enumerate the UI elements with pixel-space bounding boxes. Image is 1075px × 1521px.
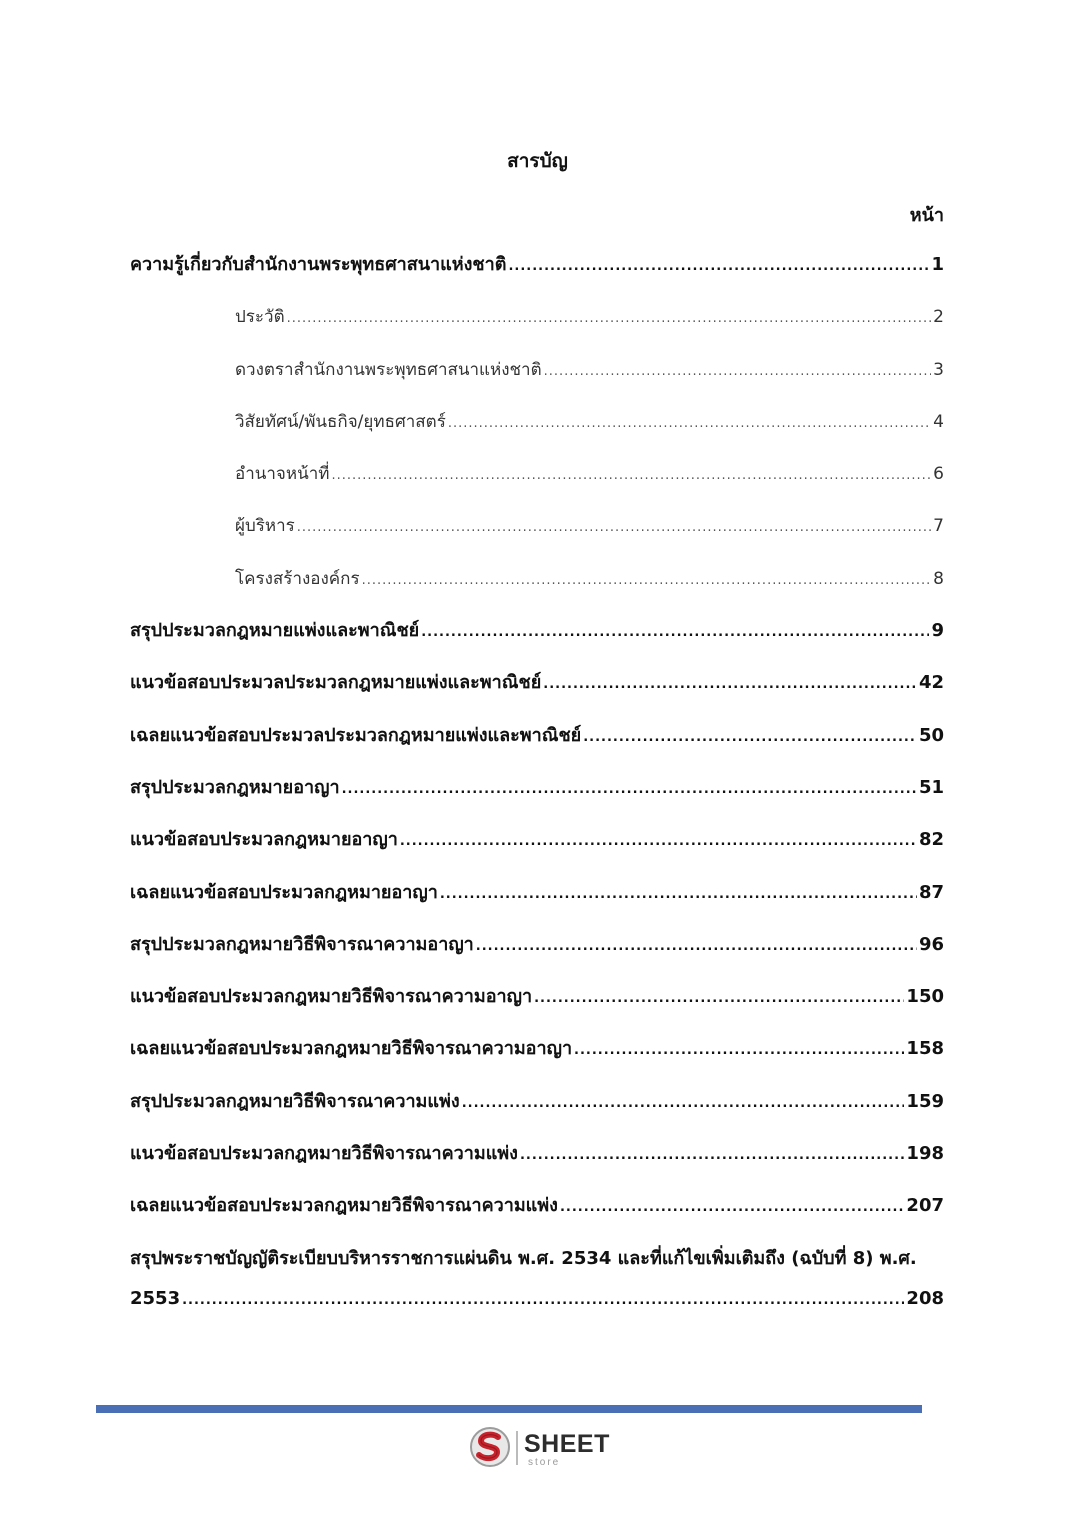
dot-leader [534, 992, 904, 1005]
dot-leader [583, 731, 917, 744]
toc-entry-page: 96 [918, 933, 944, 955]
dot-leader [182, 1294, 904, 1307]
toc-entry-label: เฉลยแนวข้อสอบประมวลประมวลกฎหมายแพ่งและพาณิชย์ [130, 724, 582, 746]
toc-entry [130, 930, 944, 982]
toc-entry [130, 1139, 944, 1191]
toc-subentry [130, 459, 944, 511]
dot-leader [560, 1201, 904, 1214]
toc-entry [130, 982, 944, 1034]
toc-entry-label: สรุปพระราชบัญญัติระเบียบบริหารราชการแผ่นดิน พ.ศ. 2534 และที่แก้ไขเพิ่มเติมถึง (ฉบับที่ 8) พ.ศ. [130, 1247, 917, 1269]
logo-divider [516, 1431, 518, 1465]
toc-entry-label-cont: 2553 [130, 1287, 181, 1309]
toc-entry [130, 773, 944, 825]
sheet-store-s-logo-icon [467, 1424, 513, 1470]
footer-rule [96, 1405, 922, 1413]
toc-entry-label: เฉลยแนวข้อสอบประมวลกฎหมายวิธีพิจารณาความแพ่ง [130, 1195, 558, 1217]
toc-entry-page: 42 [918, 672, 944, 694]
table-of-contents [130, 250, 944, 1324]
toc-entry-label: แนวข้อสอบประมวลกฎหมายวิธีพิจารณาความแพ่ง [130, 1143, 518, 1165]
toc-title: สารบัญ [507, 150, 568, 172]
toc-entry-page: 2 [933, 307, 944, 328]
toc-entry [130, 825, 944, 877]
toc-entry-label: เฉลยแนวข้อสอบประมวลกฎหมายวิธีพิจารณาความอาญา [130, 1038, 573, 1060]
dot-leader [462, 1097, 905, 1110]
toc-entry-label: แนวข้อสอบประมวลประมวลกฎหมายแพ่งและพาณิชย์ [130, 672, 542, 694]
dot-leader [421, 626, 929, 639]
dot-leader [508, 260, 929, 273]
toc-entry-label: ดวงตราสำนักงานพระพุทธศาสนาแห่งชาติ [235, 359, 542, 380]
toc-entry-page: 7 [933, 516, 944, 537]
dot-leader [448, 417, 931, 430]
toc-entry [130, 1244, 944, 1324]
dot-leader [331, 469, 931, 482]
toc-entry-label: โครงสร้างองค์กร [235, 568, 360, 589]
toc-entry-page: 8 [933, 568, 944, 589]
toc-subentry [130, 302, 944, 354]
toc-entry [130, 721, 944, 773]
toc-entry-label: สรุปประมวลกฎหมายวิธีพิจารณาความแพ่ง [130, 1090, 460, 1112]
toc-entry-label: เฉลยแนวข้อสอบประมวลกฎหมายอาญา [130, 881, 438, 903]
toc-entry-page: 51 [918, 776, 944, 798]
dot-leader [400, 835, 917, 848]
dot-leader [544, 365, 932, 378]
toc-entry-page: 50 [918, 724, 944, 746]
dot-leader [362, 574, 932, 587]
toc-entry-page: 150 [906, 986, 944, 1008]
toc-entry-page: 82 [918, 829, 944, 851]
toc-entry-label: ประวัติ [235, 307, 285, 328]
toc-entry-label: แนวข้อสอบประมวลกฎหมายอาญา [130, 829, 398, 851]
dot-leader [543, 678, 917, 691]
toc-entry-label: อำนาจหน้าที่ [235, 464, 330, 485]
toc-entry-page: 9 [931, 620, 944, 642]
dot-leader [287, 312, 932, 325]
toc-entry [130, 250, 944, 302]
toc-entry-page: 207 [906, 1195, 944, 1217]
toc-entry-page: 1 [931, 254, 944, 275]
toc-entry [130, 878, 944, 930]
toc-entry-page: 198 [906, 1143, 944, 1165]
toc-entry-page: 87 [918, 881, 944, 903]
brand-subtitle: store [528, 1457, 561, 1468]
dot-leader [476, 940, 917, 953]
toc-entry-label: ผู้บริหาร [235, 516, 295, 537]
toc-entry-page: 159 [906, 1090, 944, 1112]
toc-entry [130, 1087, 944, 1139]
toc-entry-label: สรุปประมวลกฎหมายวิธีพิจารณาความอาญา [130, 933, 474, 955]
dot-leader [440, 888, 917, 901]
toc-entry-page: 3 [933, 359, 944, 380]
dot-leader [520, 1149, 904, 1162]
dot-leader [342, 783, 917, 796]
toc-entry [130, 1034, 944, 1086]
toc-entry-label: แนวข้อสอบประมวลกฎหมายวิธีพิจารณาความอาญา [130, 986, 533, 1008]
toc-subentry [130, 511, 944, 563]
toc-entry [130, 1191, 944, 1243]
toc-subentry [130, 564, 944, 616]
toc-entry-continuation [130, 1284, 944, 1324]
toc-subentry [130, 355, 944, 407]
toc-entry-page: 208 [906, 1287, 944, 1309]
dot-leader [574, 1044, 904, 1057]
toc-entry-label: วิสัยทัศน์/พันธกิจ/ยุทธศาสตร์ [235, 411, 446, 432]
toc-entry-page: 158 [906, 1038, 944, 1060]
toc-entry-label: สรุปประมวลกฎหมายแพ่งและพาณิชย์ [130, 620, 420, 642]
brand-name: SHEET [524, 1430, 610, 1458]
toc-entry-label: ความรู้เกี่ยวกับสำนักงานพระพุทธศาสนาแห่งชาติ [130, 254, 507, 275]
dot-leader [297, 521, 931, 534]
toc-entry [130, 616, 944, 668]
toc-entry-label: สรุปประมวลกฎหมายอาญา [130, 776, 340, 798]
page-column-header: หน้า [909, 205, 944, 226]
toc-subentry [130, 407, 944, 459]
toc-entry [130, 668, 944, 720]
toc-entry-page: 4 [933, 411, 944, 432]
toc-entry-page: 6 [933, 464, 944, 485]
